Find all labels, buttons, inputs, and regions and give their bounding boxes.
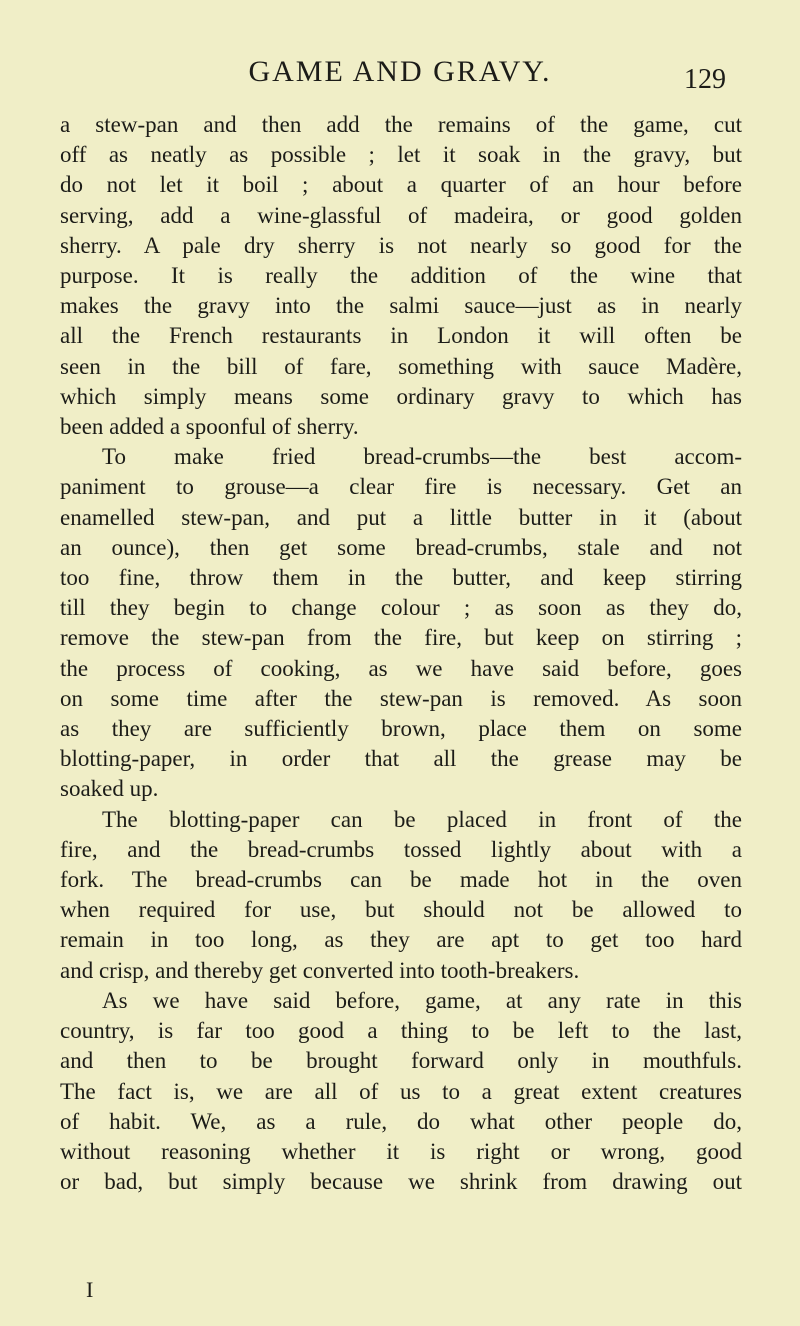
text-line: enamelled stew-pan, and put a little butter in it (about	[60, 504, 742, 530]
text-line: sherry. A pale dry sherry is not nearly so good for the	[60, 232, 742, 258]
text-line: or bad, but simply because we shrink from drawing out	[60, 1169, 742, 1195]
text-line: serving, add a wine-glassful of madeira, or good golden	[60, 202, 742, 228]
text-line: do not let it boil ; about a quarter of an hour before	[60, 172, 742, 198]
body-text	[60, 110, 742, 1197]
text-line: remain in too long, as they are apt to get too hard	[60, 927, 742, 953]
text-line: off as neatly as possible ; let it soak in the gravy, but	[60, 142, 742, 168]
text-line: country, is far too good a thing to be left to the last,	[60, 1018, 742, 1044]
text-line: makes the gravy into the salmi sauce—just as in nearly	[60, 293, 742, 319]
text-line: as they are sufficiently brown, place them on some	[60, 716, 742, 742]
text-line: and crisp, and thereby get converted into tooth-breakers.	[60, 957, 580, 983]
text-line: remove the stew-pan from the fire, but keep on stirring ;	[60, 625, 742, 651]
text-line: without reasoning whether it is right or wrong, good	[60, 1138, 742, 1164]
text-line: As we have said before, game, at any rate in this	[102, 987, 742, 1013]
text-line: fork. The bread-crumbs can be made hot in the oven	[60, 867, 742, 893]
text-line: too fine, throw them in the butter, and keep stirring	[60, 565, 742, 591]
text-line: of habit. We, as a rule, do what other people do,	[60, 1108, 742, 1134]
text-line: all the French restaurants in London it will often be	[60, 323, 742, 349]
text-line: the process of cooking, as we have said before, goes	[60, 655, 742, 681]
text-line: when required for use, but should not be allowed to	[60, 897, 742, 923]
text-line: on some time after the stew-pan is removed. As soon	[60, 685, 742, 711]
text-line: and then to be brought forward only in mouthfuls.	[60, 1048, 742, 1074]
text-line: been added a spoonful of sherry.	[60, 414, 359, 440]
page-number: 129	[684, 64, 726, 95]
text-line: paniment to grouse—a clear fire is necessary. Get an	[60, 474, 742, 500]
text-line: seen in the bill of fare, something with sauce Madère,	[60, 353, 742, 379]
text-line: blotting-paper, in order that all the grease may be	[60, 746, 742, 772]
text-line: till they begin to change colour ; as soon as they do,	[60, 595, 742, 621]
text-line: soaked up.	[60, 776, 159, 802]
text-line: The blotting-paper can be placed in front of the	[102, 806, 742, 832]
running-head: GAME AND GRAVY.	[248, 55, 552, 88]
text-line: a stew-pan and then add the remains of the game, cut	[60, 112, 742, 137]
text-line: purpose. It is really the addition of the wine that	[60, 263, 742, 289]
text-line: which simply means some ordinary gravy to which has	[60, 383, 742, 409]
signature-mark: I	[86, 1277, 94, 1302]
page-header	[0, 52, 800, 95]
text-line: an ounce), then get some bread-crumbs, stale and not	[60, 534, 742, 560]
text-line: fire, and the bread-crumbs tossed lightly about with a	[60, 836, 742, 862]
text-line: The fact is, we are all of us to a great extent creatures	[60, 1078, 742, 1104]
text-line: To make fried bread-crumbs—the best accom-	[102, 444, 742, 470]
